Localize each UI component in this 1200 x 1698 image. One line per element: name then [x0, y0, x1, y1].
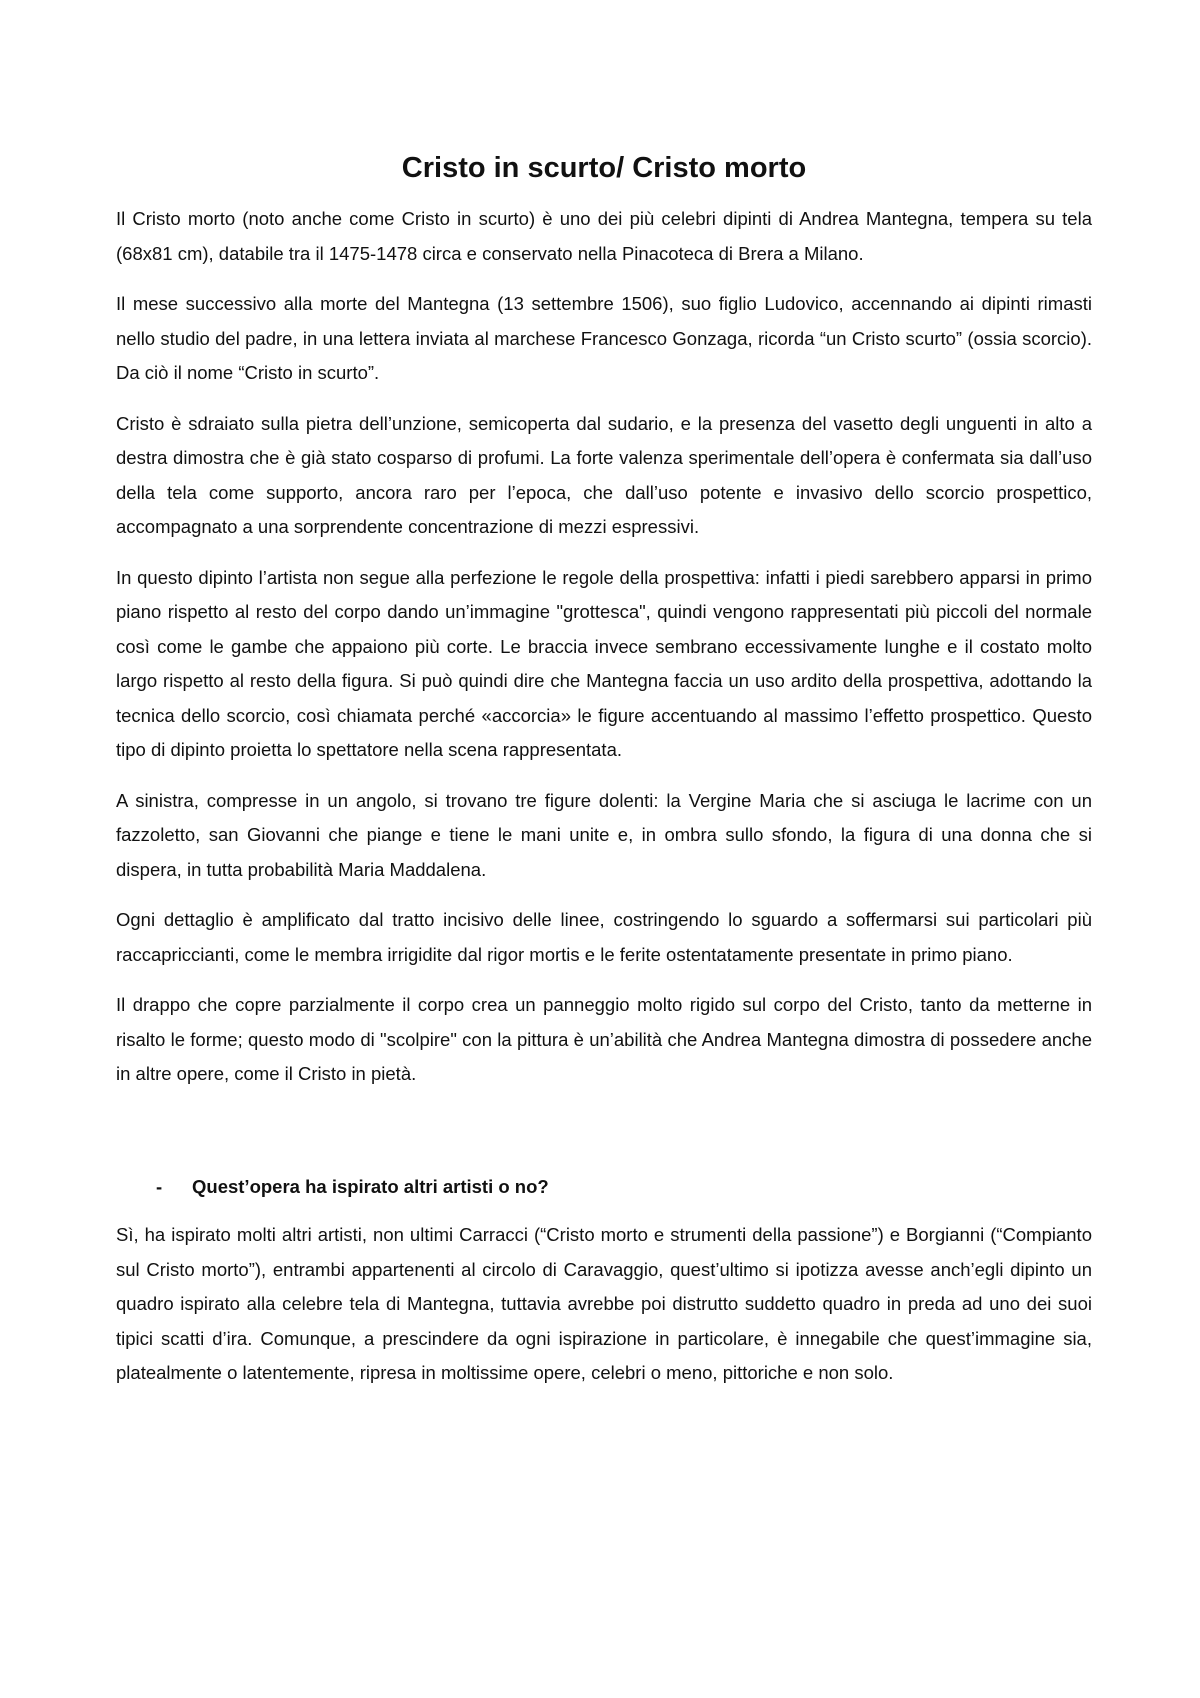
- paragraph-figures: A sinistra, compresse in un angolo, si trovano tre figure dolenti: la Vergine Maria che si asciuga le lacrime con un fazzoletto, san Giovanni che piange e tiene le mani unite e, in ombra sullo sfondo, la figura di una donna che si dispera, in tutta probabilità Maria Maddalena.: [116, 789, 1092, 880]
- document-page: [116, 0, 1092, 1391]
- paragraph-intro: Il Cristo morto (noto anche come Cristo in scurto) è uno dei più celebri dipinti di Andrea Mantegna, tempera su tela (68x81 cm), databile tra il 1475-1478 circa e conservato nella Pinacoteca di Brera a Milano.: [116, 208, 1092, 264]
- paragraph-answer: Sì, ha ispirato molti altri artisti, non ultimi Carracci (“Cristo morto e strumenti della passione”) e Borgianni (“Compianto sul Cristo morto”), entrambi appartenenti al circolo di Caravaggio, quest’ultimo si ipotizza avesse anch’egli dipinto un quadro ispirato alla celebre tela di Mantegna, tuttavia avrebbe poi distrutto suddetto quadro in preda ad uno dei suoi tipici scatti d’ira. Comunque, a prescindere da ogni ispirazione in particolare, è innegabile che quest’immagine sia, platealmente o latentemente, ripresa in moltissime opere, celebri o meno, pittoriche e non solo.: [116, 1224, 1092, 1383]
- question-heading: [116, 1170, 1092, 1205]
- paragraph-perspective: In questo dipinto l’artista non segue alla perfezione le regole della prospettiva: infatti i piedi sarebbero apparsi in primo piano rispetto al resto del corpo dando un’immagine "grottesca", quindi vengono rappresentati più piccoli del normale così come le gambe che appaiono più corte. Le braccia invece sembrano eccessivamente lunghe e il costato molto largo rispetto al resto della figura. Si può quindi dire che Mantegna faccia un uso ardito della prospettiva, adottando la tecnica dello scorcio, così chiamata perché «accorcia» le figure accentuando al massimo l’effetto prospettico. Questo tipo di dipinto proietta lo spettatore nella scena rappresentata.: [116, 566, 1092, 760]
- paragraph-description: Cristo è sdraiato sulla pietra dell’unzione, semicoperta dal sudario, e la presenza del vasetto degli unguenti in alto a destra dimostra che è già stato cosparso di profumi. La forte valenza sperimentale dell’opera è confermata sia dall’uso della tela come supporto, ancora raro per l’epoca, che dall’uso potente e invasivo dello scorcio prospettico, accompagnato a una sorprendente concentrazione di mezzi espressivi.: [116, 412, 1092, 537]
- question-text: Quest’opera ha ispirato altri artisti o no?: [192, 1175, 549, 1197]
- document-title: Cristo in scurto/ Cristo morto: [401, 152, 807, 184]
- question-bullet: -: [156, 1175, 163, 1197]
- paragraph-name-origin: Il mese successivo alla morte del Mantegna (13 settembre 1506), suo figlio Ludovico, accennando ai dipinti rimasti nello studio del padre, in una lettera inviata al marchese Francesco Gonzaga, ricorda “un Cristo scurto” (ossia scorcio). Da ciò il nome “Cristo in scurto”.: [116, 293, 1092, 383]
- paragraph-drapery: Il drappo che copre parzialmente il corpo crea un panneggio molto rigido sul corpo del Cristo, tanto da metterne in risalto le forme; questo modo di "scolpire" con la pittura è un’abilità che Andrea Mantegna dimostra di possedere anche in altre opere, come il Cristo in pietà.: [116, 994, 1092, 1084]
- paragraph-details: Ogni dettaglio è amplificato dal tratto incisivo delle linee, costringendo lo sguardo a soffermarsi sui particolari più raccapriccianti, come le membra irrigidite dal rigor mortis e le ferite ostentatamente presentate in primo piano.: [116, 909, 1092, 965]
